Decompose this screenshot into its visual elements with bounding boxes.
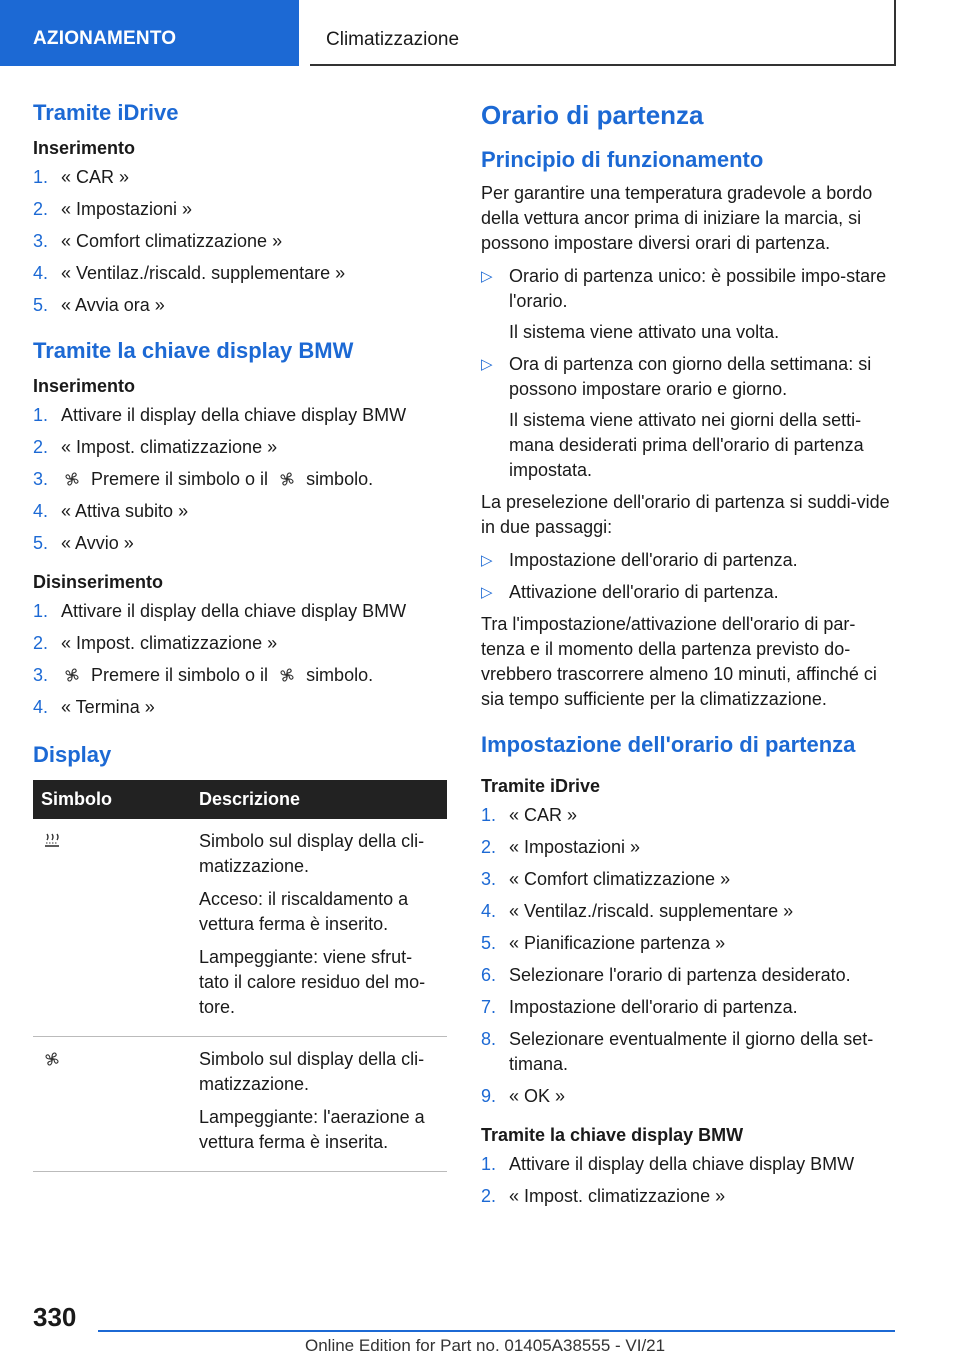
ventilation-icon <box>63 470 81 488</box>
key-on-steps <box>33 403 447 556</box>
list-item: 5. « Pianificazione partenza » <box>481 933 726 953</box>
list-item: 5. « Avvia ora » <box>33 295 165 315</box>
symbol-table <box>33 780 447 1172</box>
list-item: 1. Attivare il display della chiave display BMW <box>33 601 407 621</box>
key-disinserimento-heading: Disinserimento <box>33 572 164 592</box>
header-section-label: AZIONAMENTO <box>33 28 177 49</box>
departure-time-heading: Orario di partenza <box>481 100 704 130</box>
heating-icon <box>43 832 61 850</box>
header-chapter-label: Climatizzazione <box>326 29 460 50</box>
right-column <box>481 100 895 1216</box>
preselection-steps <box>481 548 895 605</box>
list-item: ▷ Orario di partenza unico: è possibile impo-stare l'orario. Il sistema viene attivato una volta. <box>481 266 887 342</box>
left-column <box>33 100 447 1172</box>
table-header-description: Descrizione <box>191 780 447 819</box>
key-inserimento-heading: Inserimento <box>33 376 136 396</box>
header-section-tab <box>0 0 299 66</box>
setting-idrive-steps <box>481 803 895 1109</box>
table-row: Simbolo sul display della cli-matizzazione. Acceso: il riscaldamento a vettura ferma è inserito. Lampeggiante: viene sfrut-tato il calore residuo del mo-tore. <box>33 819 447 1037</box>
list-item: 7. Impostazione dell'orario di partenza. <box>481 997 798 1017</box>
principle-heading: Principio di funzionamento <box>481 147 764 172</box>
setting-key-steps <box>481 1152 895 1209</box>
idrive-heading: Tramite iDrive <box>33 100 179 125</box>
table-header-symbol: Simbolo <box>33 780 191 819</box>
ventilation-icon <box>63 666 81 684</box>
list-item: 3. « Comfort climatizzazione » <box>481 869 731 889</box>
departure-types <box>481 264 895 483</box>
list-item: ▷ Attivazione dell'orario di partenza. <box>481 582 779 602</box>
list-item: 2. « Impost. climatizzazione » <box>481 1186 726 1206</box>
list-item: 4. « Termina » <box>33 697 155 717</box>
principle-outro: Tra l'impostazione/attivazione dell'orario di par-tenza e il momento della partenza previsto do-vrebbero trascorrere almeno 10 minuti, affinché ci sia tempo sufficiente per la climatizzazione. <box>481 614 877 709</box>
footer-divider <box>98 1330 895 1332</box>
list-item: 1. Attivare il display della chiave display BMW <box>481 1154 855 1174</box>
table-row: Simbolo sul display della cli-matizzazione. Lampeggiante: l'aerazione a vettura ferma è inserita. <box>33 1037 447 1172</box>
list-item: 2. « Impostazioni » <box>33 199 193 219</box>
list-item: 2. « Impost. climatizzazione » <box>33 437 278 457</box>
list-item: 4. « Ventilaz./riscald. supplementare » <box>481 901 794 921</box>
key-off-steps <box>33 599 447 720</box>
ventilation-icon <box>278 666 296 684</box>
idrive-inserimento-heading: Inserimento <box>33 138 136 158</box>
list-item: 1. « CAR » <box>481 805 578 825</box>
setting-key-heading: Tramite la chiave display BMW <box>481 1125 744 1145</box>
footer-edition: Online Edition for Part no. 01405A38555 - VI/21 <box>305 1336 666 1355</box>
list-item: 8. Selezionare eventualmente il giorno della set-timana. <box>481 1029 874 1074</box>
display-heading: Display <box>33 742 112 767</box>
principle-intro: Per garantire una temperatura gradevole a bordo della vettura ancor prima di iniziare la marcia, si possono impostare diversi orari di partenza. <box>481 183 873 253</box>
list-item: 1. Attivare il display della chiave display BMW <box>33 405 407 425</box>
list-item: 3. Premere il simbolo o il simbolo. <box>33 469 374 489</box>
list-item: 1. « CAR » <box>33 167 130 187</box>
list-item: 4. « Attiva subito » <box>33 501 189 521</box>
setting-idrive-heading: Tramite iDrive <box>481 776 601 796</box>
list-item: 3. « Comfort climatizzazione » <box>33 231 283 251</box>
list-item: 5. « Avvio » <box>33 533 134 553</box>
list-item: 2. « Impost. climatizzazione » <box>33 633 278 653</box>
list-item: 9. « OK » <box>481 1086 566 1106</box>
list-item: ▷ Impostazione dell'orario di partenza. <box>481 550 798 570</box>
list-item: 2. « Impostazioni » <box>481 837 641 857</box>
list-item: ▷ Ora di partenza con giorno della settimana: si possono impostare orario e giorno. Il sistema viene attivato nei giorni della setti-mana desiderati prima dell'orario di partenza impostata. <box>481 354 872 480</box>
ventilation-icon <box>43 1050 61 1068</box>
list-item: 4. « Ventilaz./riscald. supplementare » <box>33 263 346 283</box>
setting-heading: Impostazione dell'orario di partenza <box>481 732 856 757</box>
header-chapter-box <box>310 0 896 66</box>
steps-intro: La preselezione dell'orario di partenza si suddi-vide in due passaggi: <box>481 492 890 537</box>
ventilation-icon <box>278 470 296 488</box>
list-item: 3. Premere il simbolo o il simbolo. <box>33 665 374 685</box>
list-item: 6. Selezionare l'orario di partenza desiderato. <box>481 965 851 985</box>
key-heading: Tramite la chiave display BMW <box>33 338 354 363</box>
page-number: 330 <box>33 1302 77 1332</box>
idrive-steps <box>33 165 447 318</box>
